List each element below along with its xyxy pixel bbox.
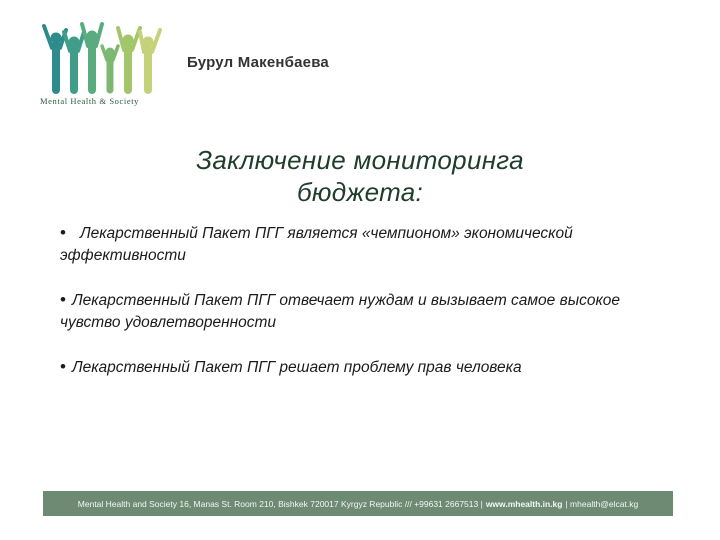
bullet-item — [60, 289, 670, 334]
slide-title — [110, 144, 610, 208]
bullet-list — [60, 222, 670, 401]
slide-title-line-2: бюджета: — [296, 177, 424, 207]
bullet-marker: • — [60, 223, 66, 242]
bullet-text: Лекарственный Пакет ПГГ является «чемпионом» экономической эффективности — [60, 225, 573, 264]
bullet-item — [60, 356, 670, 379]
people-figures-icon — [36, 18, 176, 98]
footer-address: Mental Health and Society 16, Manas St. Room 210, Bishkek 720017 Kyrgyz Republic /// +99631 2667513 | — [77, 498, 483, 509]
bullet-text: Лекарственный Пакет ПГГ решает проблему прав человека — [71, 359, 522, 376]
footer-website-link[interactable]: www.mhealth.in.kg — [485, 498, 563, 509]
bullet-marker: • — [60, 290, 66, 309]
footer-bar — [43, 491, 673, 516]
bullet-item — [60, 222, 670, 267]
logo-caption: Mental Health & Society — [40, 96, 140, 106]
bullet-marker: • — [60, 357, 66, 376]
slide-title-line-1: Заключение мониторинга — [196, 145, 524, 175]
author-name: Бурул Макенбаева — [187, 54, 329, 71]
bullet-text: Лекарственный Пакет ПГГ отвечает нуждам и вызывает самое высокое чувство удовлетворенности — [60, 292, 621, 331]
footer-email[interactable]: | mhealth@elcat.kg — [565, 498, 639, 509]
logo — [36, 18, 176, 110]
